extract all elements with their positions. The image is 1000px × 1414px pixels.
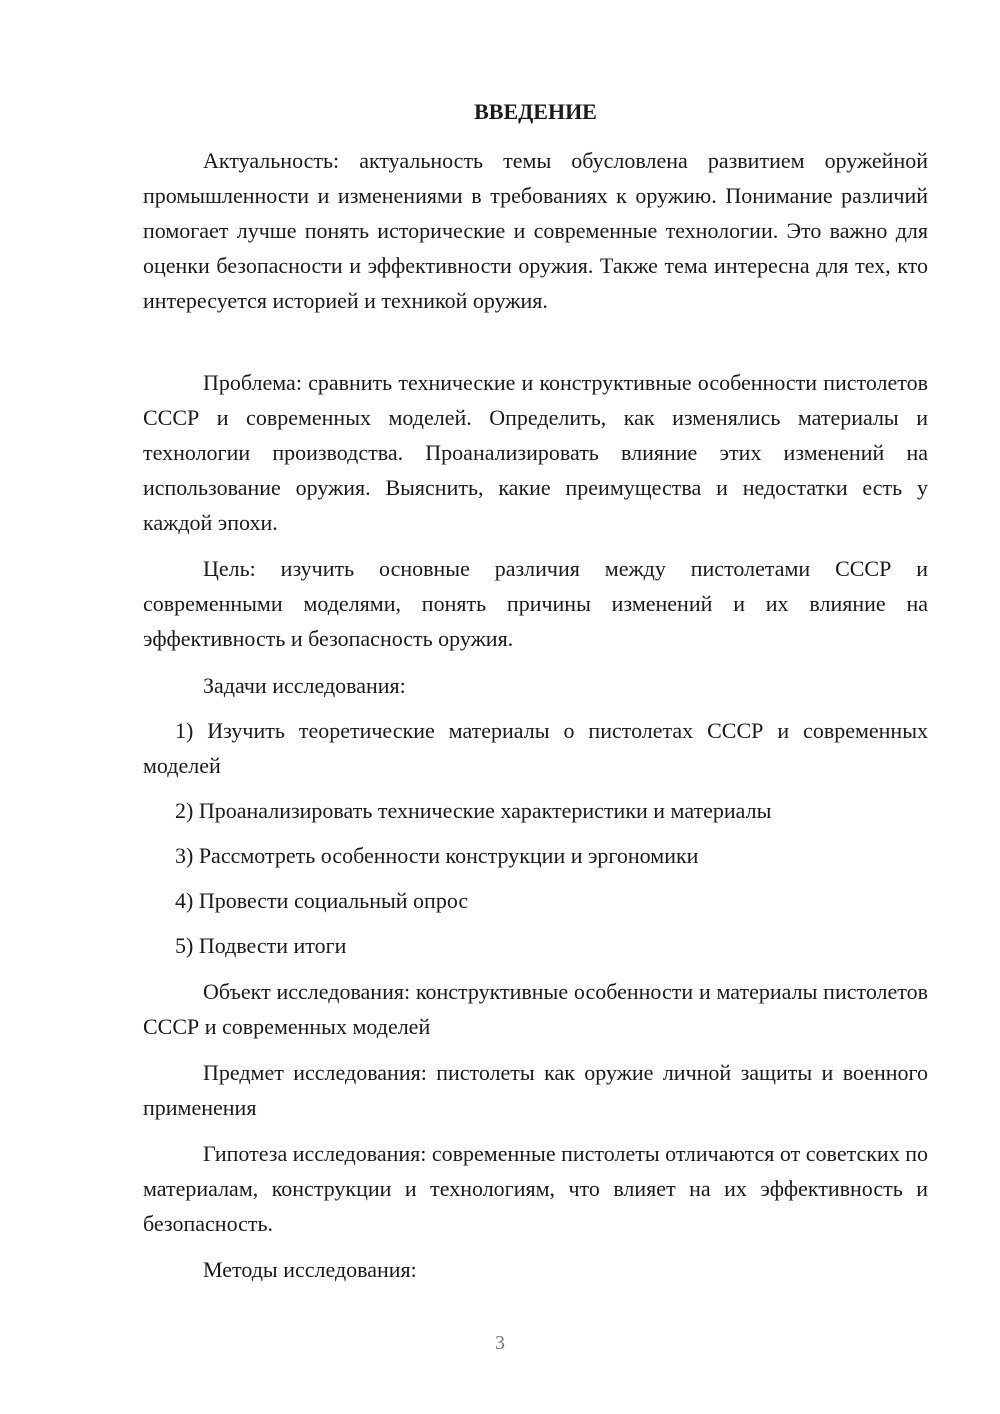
paragraph-subject: Предмет исследования: пистолеты как оружие личной защиты и военного применения [143,1060,928,1120]
paragraph-object: Объект исследования: конструктивные особенности и материалы пистолетов СССР и современных моделей [143,979,928,1039]
paragraph-problem: Проблема: сравнить технические и конструктивные особенности пистолетов СССР и современных моделей. Определить, как изменялись материалы и технологии производства. Проанализировать влияние этих изменений на использование оружия. Выяснить, какие преимущества и недостатки есть у каждой эпохи. [143,370,928,535]
tasks-heading: Задачи исследования: [203,673,406,698]
paragraph-hypothesis: Гипотеза исследования: современные пистолеты отличаются от советских по материалам, конструкции и технологиям, что влияет на их эффективность и безопасность. [143,1141,928,1236]
task-item-1: 1) Изучить теоретические материалы о пистолетах СССР и современных моделей [143,718,928,778]
page-title: ВВЕДЕНИЕ [474,99,597,124]
paragraph-methods: Методы исследования: [203,1257,417,1282]
task-item-4: 4) Провести социальный опрос [175,888,469,913]
paragraph-relevance: Актуальность: актуальность темы обусловлена развитием оружейной промышленности и изменениями в требованиях к оружию. Понимание различий помогает лучше понять исторические и современные технологии. Это важно для оценки безопасности и эффективности оружия. Также тема интересна для тех, кто интересуется историей и техникой оружия. [143,148,928,313]
task-item-2: 2) Проанализировать технические характеристики и материалы [175,798,772,823]
task-item-5: 5) Подвести итоги [175,933,347,958]
task-item-3: 3) Рассмотреть особенности конструкции и эргономики [175,843,699,868]
page-number: 3 [495,1332,505,1354]
paragraph-goal: Цель: изучить основные различия между пистолетами СССР и современными моделями, понять причины изменений и их влияние на эффективность и безопасность оружия. [143,556,928,651]
